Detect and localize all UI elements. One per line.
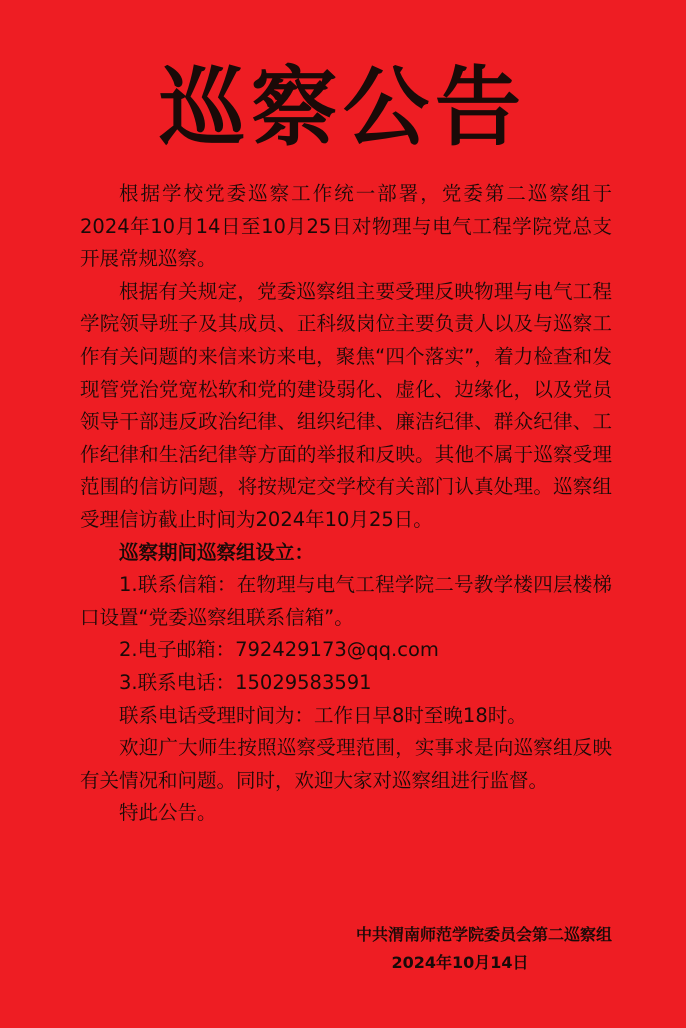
signature-organization: 中共渭南师范学院委员会第二巡察组	[355, 925, 612, 944]
notice-body	[80, 178, 612, 830]
contact-email: 2.电子邮箱：792429173@qq.com	[119, 638, 439, 662]
paragraph-welcome: 欢迎广大师生按照巡察受理范围，实事求是向巡察组反映有关情况和问题。同时，欢迎大家对巡察组进行监督。	[80, 736, 612, 792]
paragraph-scope: 根据有关规定，党委巡察组主要受理反映物理与电气工程学院领导班子及其成员、正科级岗位主要负责人以及与巡察工作有关问题的来信来访来电，聚焦“四个落实”，着力检查和发现管党治党宽松软和党的建设弱化、虚化、边缘化，以及党员领导干部违反政治纪律、组织纪律、廉洁纪律、群众纪律、工作纪律和生活纪律等方面的举报和反映。其他不属于巡察受理范围的信访问题，将按规定交学校有关部门认真处理。巡察组受理信访截止时间为2024年10月25日。	[80, 279, 612, 531]
signature-date: 2024年10月14日	[391, 953, 529, 972]
phone-hours: 联系电话受理时间为：工作日早8时至晚18时。	[119, 703, 527, 727]
paragraph-closing: 特此公告。	[119, 801, 217, 825]
paragraph-schedule: 根据学校党委巡察工作统一部署，党委第二巡察组于2024年10月14日至10月25日对物理与电气工程学院党总支开展常规巡察。	[80, 182, 612, 271]
notice-title: 巡察公告	[159, 58, 527, 158]
contact-phone: 3.联系电话：15029583591	[119, 670, 372, 694]
contact-heading: 巡察期间巡察组设立：	[119, 540, 315, 564]
contact-mailbox: 1.联系信箱：在物理与电气工程学院二号教学楼四层楼梯口设置“党委巡察组联系信箱”。	[80, 573, 612, 629]
